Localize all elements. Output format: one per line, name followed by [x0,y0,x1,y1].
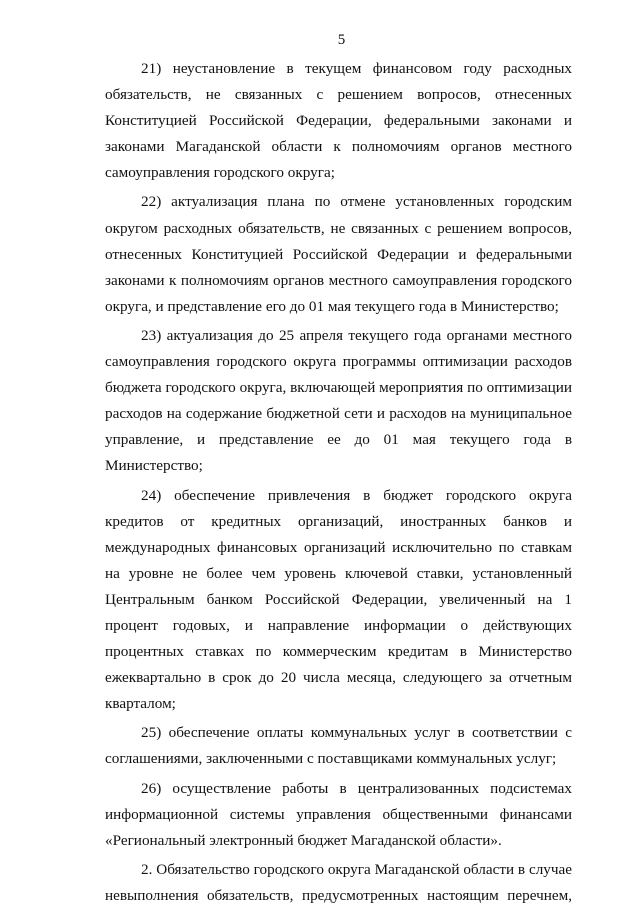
paragraph-item-21: 21) неустановление в текущем финансовом году расходных обязательств, не связанных с решением вопросов, отнесенных Конституцией Российской Федерации, федеральными законами и законами Магаданской области к полномочиям органов местного самоуправления городского округа; [105,60,572,182]
paragraph-item-26: 26) осуществление работы в централизованных подсистемах информационной системы управления общественными финансами «Региональный электронный бюджет Магаданской области». [105,779,572,849]
paragraph-item-23: 23) актуализация до 25 апреля текущего года органами местного самоуправления городского округа программы оптимизации расходов бюджета городского округа, включающей мероприятия по оптимизации расходов на содержание бюджетной сети и расходов на муниципальное управление, и представление ее до 01 мая текущего года в Министерство; [105,326,572,475]
paragraph-item-22: 22) актуализация плана по отмене установленных городским округом расходных обязательств, не связанных с решением вопросов, отнесенных Конституцией Российской Федерации и федеральными законами к полномочиям органов местного самоуправления городского округа, и представление его до 01 мая текущего года в Министерство; [105,193,572,315]
page-number: 5 [337,32,346,48]
paragraph-item-25: 25) обеспечение оплаты коммунальных услуг в соответствии с соглашениями, заключенными с поставщиками коммунальных услуг; [105,724,572,768]
paragraph-section-2: 2. Обязательство городского округа Магаданской области в случае невыполнения обязательств, предусмотренных настоящим перечнем, [105,860,572,904]
paragraph-item-24: 24) обеспечение привлечения в бюджет городского округа кредитов от кредитных организаций, иностранных банков и международных финансовых организаций исключительно по ставкам на уровне не более чем уровень ключевой ставки, установленный Центральным банком Российской Федерации, увеличенный на 1 процент годовых, и направление информации о действующих процентных ставках по коммерческим кредитам в Министерство ежеквартально в срок до 20 числа месяца, следующего за отчетным кварталом; [105,486,572,713]
document-body [105,56,572,912]
